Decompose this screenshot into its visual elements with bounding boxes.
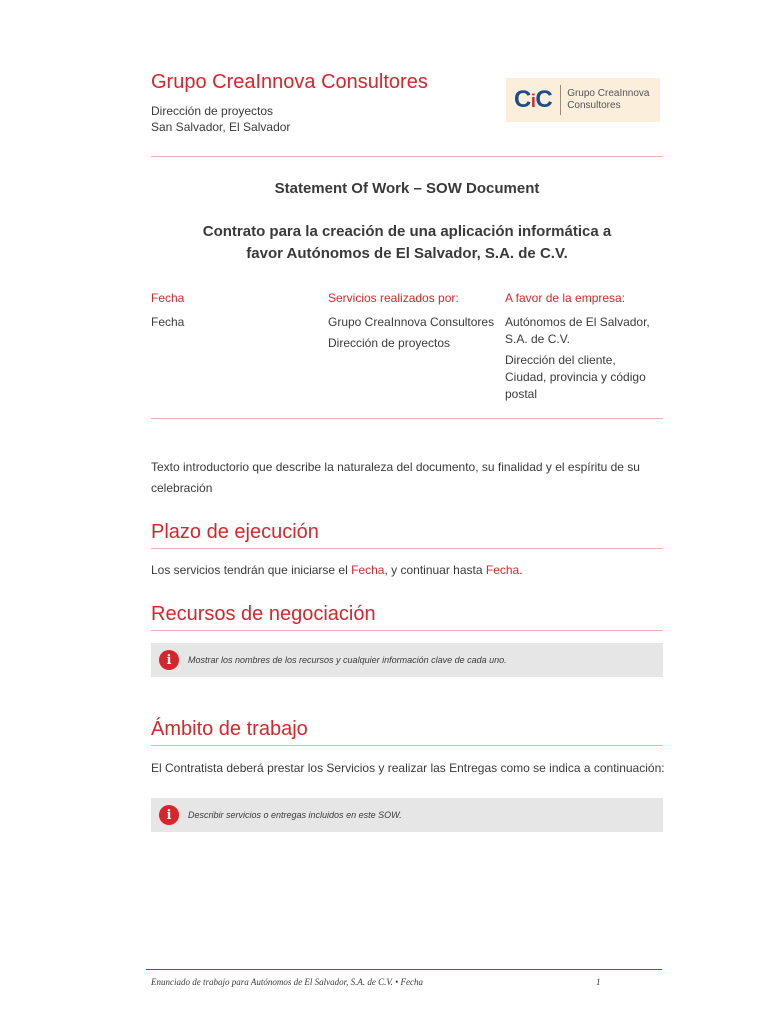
plazo-text: Los servicios tendrán que iniciarse el Fecha, y continuar hasta Fecha.	[151, 563, 523, 577]
note-recursos	[151, 643, 663, 677]
logo-divider	[560, 85, 561, 115]
client-address-line2: Ciudad, provincia y código	[505, 370, 646, 384]
section-heading-recursos: Recursos de negociación	[151, 603, 376, 625]
client-name-line1: Autónomos de El Salvador,	[505, 315, 650, 329]
client-address-line1: Dirección del cliente,	[505, 353, 616, 367]
info-divider	[151, 418, 663, 419]
provider-column	[328, 290, 498, 352]
section-divider-plazo	[151, 548, 663, 549]
date-value: Fecha	[151, 315, 185, 329]
note-text: Mostrar los nombres de los recursos y cualquier información clave de cada uno.	[188, 655, 507, 665]
client-name-line2: S.A. de C.V.	[505, 332, 570, 346]
company-location: San Salvador, El Salvador	[151, 120, 291, 134]
logo-wordmark: Grupo CreaInnova Consultores	[567, 88, 650, 111]
section-divider-ambito	[151, 745, 663, 746]
start-date-field[interactable]: Fecha	[351, 563, 385, 577]
provider-label: Servicios realizados por:	[328, 291, 459, 305]
section-divider-recursos	[151, 630, 663, 631]
intro-paragraph: Texto introductorio que describe la naturaleza del documento, su finalidad y el espíritu de su celebración	[151, 460, 640, 495]
section-heading-ambito: Ámbito de trabajo	[151, 718, 308, 740]
client-label: A favor de la empresa:	[505, 291, 626, 305]
note-text: Describir servicios o entregas incluidos en este SOW.	[188, 810, 402, 820]
note-ambito	[151, 798, 663, 832]
client-column	[505, 290, 663, 403]
document-title: Statement Of Work – SOW Document	[274, 180, 540, 197]
company-department: Dirección de proyectos	[151, 104, 274, 118]
date-column	[151, 290, 311, 331]
client-address-line3: postal	[505, 387, 538, 401]
provider-department: Dirección de proyectos	[328, 336, 451, 350]
info-icon: i	[159, 805, 179, 825]
logo-mark: CiC	[514, 86, 553, 113]
date-label: Fecha	[151, 291, 185, 305]
info-icon: i	[159, 650, 179, 670]
end-date-field[interactable]: Fecha	[485, 563, 520, 577]
provider-name: Grupo CreaInnova Consultores	[328, 315, 495, 329]
company-address	[151, 103, 290, 135]
company-logo	[506, 78, 660, 122]
page-number: 1	[596, 977, 601, 987]
footer-text: Enunciado de trabajo para Autónomos de El Salvador, S.A. de C.V. • Fecha	[151, 977, 424, 987]
company-name: Grupo CreaInnova Consultores	[151, 71, 428, 93]
footer-divider	[146, 969, 662, 970]
section-heading-plazo: Plazo de ejecución	[151, 521, 319, 543]
document-subtitle: Contrato para la creación de una aplicación informática a favor Autónomos de El Salvador, S.A. de C.V.	[202, 223, 612, 262]
header-divider	[151, 156, 663, 157]
ambito-text: El Contratista deberá prestar los Servicios y realizar las Entregas como se indica a continuación:	[151, 761, 665, 775]
